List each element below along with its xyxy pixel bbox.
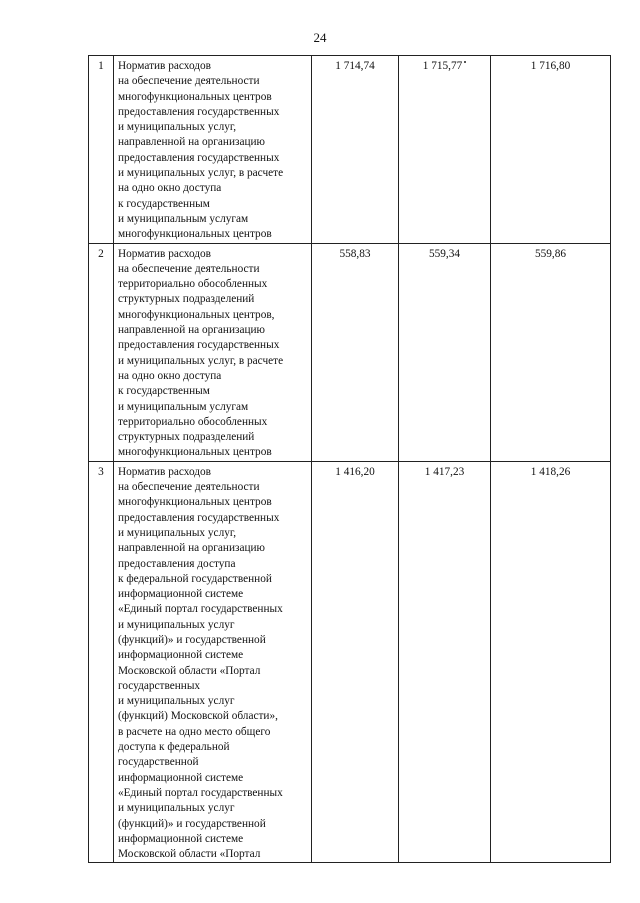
row-number: 3 [89,461,114,863]
table-row [89,56,611,244]
value-year-1: 558,83 [312,243,399,461]
table-row [89,243,611,461]
row-number: 2 [89,243,114,461]
value-year-3: 559,86 [491,243,611,461]
value-year-2 [399,56,491,244]
norm-description-text: Норматив расходов на обеспечение деятельности территориально обособленных структурных подразделений многофункциональных центров, направленной на организацию предоставления государственных и муниципальных услуг, в расчете на одно окно доступа к государственным и муниципальным услугам территориально обособленных структурных подразделений многофункциональных центров [118,247,284,459]
value-year-2: 1 417,23 [399,461,491,863]
table-row [89,461,611,863]
scan-artifact-dot [464,61,466,63]
value-year-3: 1 418,26 [491,461,611,863]
page-number: 24 [313,30,327,45]
value-year-2: 559,34 [399,243,491,461]
value-year-3: 1 716,80 [491,56,611,244]
value-year-1: 1 714,74 [312,56,399,244]
norm-description [114,243,312,461]
row-number: 1 [89,56,114,244]
value-year-1: 1 416,20 [312,461,399,863]
norm-description [114,56,312,244]
value-year-2-text: 1 715,77 [422,60,463,72]
norm-description [114,461,312,863]
norm-description-text: Норматив расходов на обеспечение деятельности многофункциональных центров предоставления государственных и муниципальных услуг, направленной на организацию предоставления государственных и муниципальных услуг, в расчете на одно окно доступа к государственным и муниципальным услугам многофункциональных центров [118,60,284,241]
norm-description-text: Норматив расходов на обеспечение деятельности многофункциональных центров предоставления государственных и муниципальных услуг, направленной на организацию предоставления доступа к федеральной государственной информационной системе «Единый портал государственных и муниципальных услуг (функций)» и государственной информационной системе Московской области «Портал государственных и муниципальных услуг (функций) Московской области», в расчете на одно место общего доступа к федеральной государственной информационной системе «Единый портал государственных и муниципальных услуг (функций)» и государственной информационной системе Московской области «Портал [118,465,283,861]
norms-table [88,55,611,863]
